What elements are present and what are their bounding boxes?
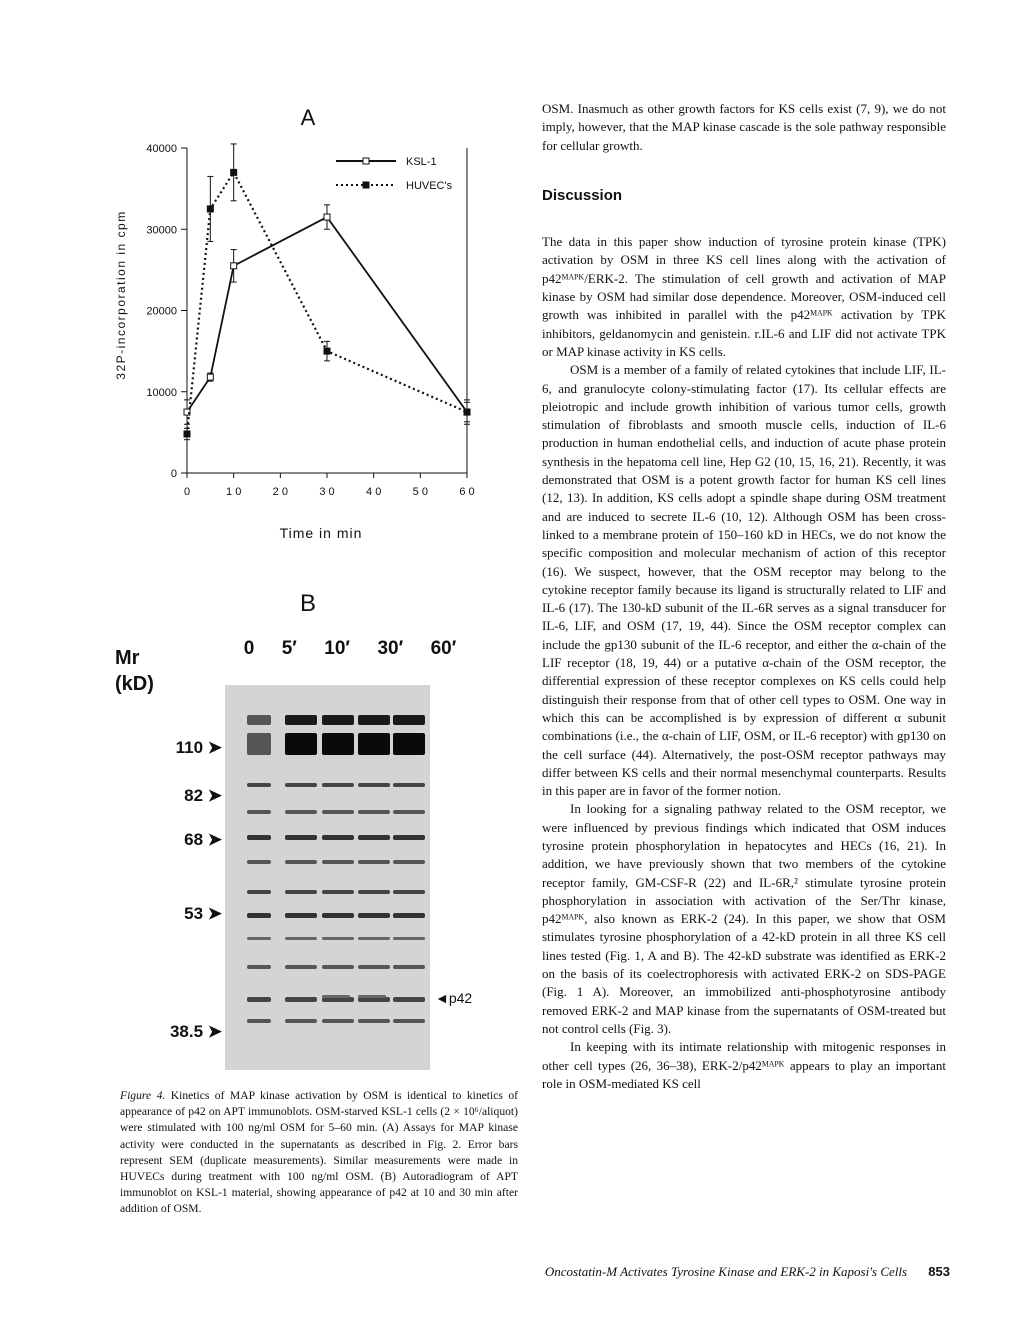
blot-band [393,860,425,864]
paragraph: OSM is a member of a family of related cytokines that include LIF, IL-6, and granulocyte colony-stimulating factor (17). Its cellular effects are pleiotropic and include growth inhibition of various tumor cells, growth stimulation of fibroblasts and smooth muscle cells, induction of IL-6 production in human endothelial cells, and induction of acute phase protein synthesis in the hepatoma cell line, Hep G2 (10, 15, 16, 21). Recently, it was demonstrated that OSM is a potent growth factor for human KS cell lines (12, 13). In addition, KS cells adopt a spindle shape during OSM treatment and are induced to secrete IL-6 (10, 12). Although OSM has been cross-linked to a membrane protein of 150–160 kD in HECs, we do not know the specific composition and molecular mechanism of action of this receptor (16). We suspect, however, that the OSM receptor may belong to the cytokine receptor family because its ligand is structurally related to LIF and IL-6 (17). The 130-kD subunit of the IL-6R serves as a signal transducer for IL-6, LIF, and OSM (17, 19, 44). Since the OSM receptor complex can include the gp130 subunit of the IL-6 receptor, and either the α-chain of the LIF receptor (18, 19, 44) or a putative α-chain of the OSM receptor, the differential expression of these receptor complexes on KS cells could help distinguish their response from that of other cell types to OSM. One way in which this can be accomplished is by expression of different α subunit combinations (i.e., the α-chain of LIF, OSM, or IL-6 receptor) with gp130 on the cell surface (44). Alternatively, the post-OSM receptor pathways may differ between KS cells and their normal mesenchymal counterparts. Results in this paper are in favor of the former notion. [542,362,946,799]
page-number: 853 [928,1264,950,1279]
blot-band [285,715,317,725]
page-footer [480,1264,950,1280]
blot-band [393,810,425,814]
marker-68: 68 ➤ [184,830,222,849]
lane-label: 5′ [281,638,297,659]
blot-band [393,1019,425,1023]
p42-band [358,995,386,998]
y-tick-label: 10000 [146,386,177,399]
data-point [184,409,190,415]
blot-band [322,1019,354,1023]
legend-marker [363,182,369,188]
blot-band [285,810,317,814]
blot-band [247,715,271,725]
blot-band [358,733,390,755]
data-point [324,348,330,354]
blot-band [285,860,317,864]
blot-band [285,965,317,969]
blot-band [358,937,390,940]
blot-band [393,715,425,725]
blot-band [358,1019,390,1023]
molecular-weight-label [115,645,154,697]
autoradiogram-image [225,685,430,1070]
blot-band [358,835,390,840]
blot-band [322,890,354,894]
blot-band [358,913,390,918]
x-tick-label: 2 0 [272,486,288,498]
x-tick-label: 1 0 [226,486,242,498]
lane-label: 10′ [324,638,350,659]
blot-band [358,890,390,894]
y-axis-label: 32P-incorporation in cpm [114,210,128,380]
marker-53: 53 ➤ [184,904,222,923]
blot-band [247,937,271,940]
series-line-ksl-1 [187,217,467,412]
blot-band [322,715,354,725]
x-tick-label: 6 0 [459,486,475,498]
marker-82: 82 ➤ [184,786,222,805]
blot-band [247,835,271,840]
blot-band [285,937,317,940]
lane-labels [230,638,470,660]
blot-band [322,937,354,940]
blot-band [358,810,390,814]
marker-38-5: 38.5 ➤ [169,1022,222,1041]
x-tick-label: 0 [183,486,191,498]
blot-band [247,783,271,787]
x-axis-label: Time in min [279,525,363,541]
blot-band [322,810,354,814]
y-tick-label: 40000 [146,143,177,155]
blot-band [358,860,390,864]
blot-band [247,965,271,969]
paragraph: In keeping with its intimate relationship with mitogenic responses in other cell types (26, 36–38), ERK-2/p42ᴹᴬᴾᴷ appears to play an important role in OSM-mediated KS cell [542,1039,946,1091]
blot-band [247,733,271,755]
data-point [464,409,470,415]
p42-band [322,995,350,998]
lane-label: 0 [243,638,255,659]
blot-band [322,860,354,864]
blot-band [285,835,317,840]
blot-band [247,997,271,1002]
blot-band [322,733,354,755]
figure-b-blot [110,590,510,1080]
caption-label: Figure 4. [120,1089,166,1102]
blot-band [322,913,354,918]
blot-band [393,783,425,787]
blot-band [247,860,271,864]
blot-band [393,890,425,894]
blot-band [247,1019,271,1023]
blot-band [285,890,317,894]
data-point [231,169,237,175]
mr-label: Mr [115,647,140,669]
blot-band [285,997,317,1002]
blot-band [285,1019,317,1023]
blot-band [322,965,354,969]
blot-band [393,997,425,1002]
blot-band [322,783,354,787]
data-point [184,431,190,437]
y-tick-label: 0 [170,468,177,480]
data-point [324,214,330,220]
p42-arrow-label: ◄p42 [435,990,473,1006]
intro-paragraph: OSM. Inasmuch as other growth factors for KS cells exist (7, 9), we do not imply, however, that the MAP kinase cascade is the sole pathway responsible for cellular growth. [542,101,946,153]
blot-band [393,965,425,969]
blot-band [393,937,425,940]
right-column [542,100,946,1093]
blot-band [358,965,390,969]
legend-marker [363,158,369,164]
legend-label: HUVEC's [406,180,453,192]
blot-band [322,835,354,840]
caption-text: Kinetics of MAP kinase activation by OSM is identical to kinetics of appearance of p42 on APT immunoblots. OSM-starved KSL-1 cells (2 × 10⁶/aliquot) were stimulated with 100 ng/ml OSM for 5–60 min. (A) Assays for MAP kinase activity were conducted in the supernatants as described in Fig. 2. Error bars represent SEM (duplicate measurements). Similar measurements were made in HUVECs during treatment with 100 ng/ml OSM. (B) Autoradiogram of APT immunoblot on KSL-1 material, showing appearance of p42 at 10 and 30 min after addition of OSM. [120,1089,518,1216]
data-point [207,374,213,380]
blot-band [358,715,390,725]
figure-caption [120,1088,518,1218]
paragraph: The data in this paper show induction of tyrosine protein kinase (TPK) activation by OSM in three KS cell lines along with the activation of p42ᴹᴬᴾᴷ/ERK-2. The stimulation of cell growth and activation of MAP kinase by OSM had similar dose dependence. Moreover, OSM-induced cell growth was inhibited in parallel with the p42ᴹᴬᴾᴷ activation by TPK inhibitors, geldanomycin and genistein. r.IL-6 and LIF did not activate TPK or MAP kinase activity in KS cells. [542,234,946,359]
blot-band [285,783,317,787]
chart-legend [336,156,453,192]
panel-b-label: B [300,590,317,617]
y-tick-label: 20000 [146,305,177,318]
discussion-heading: Discussion [542,186,623,204]
y-tick-label: 30000 [146,224,177,237]
blot-band [393,733,425,755]
figure-a-chart [100,95,500,555]
data-point [231,263,237,269]
blot-band [285,913,317,918]
blot-band [393,913,425,918]
kd-label: (kD) [115,673,154,695]
blot-band [285,733,317,755]
blot-band [247,890,271,894]
x-tick-label: 5 0 [412,486,428,498]
marker-110: 110 ➤ [175,738,222,757]
x-tick-label: 4 0 [366,486,382,498]
x-tick-label: 3 0 [319,486,335,498]
data-point [207,206,213,212]
lane-label: 30′ [377,638,404,659]
panel-a-label: A [300,105,316,130]
running-title: Oncostatin-M Activates Tyrosine Kinase and ERK-2 in Kaposi's Cells [544,1264,908,1279]
blot-band [358,783,390,787]
paragraph: In looking for a signaling pathway related to the OSM receptor, we were influenced by previous findings which indicated that OSM induces tyrosine protein phosphorylation in hepatocytes and HECs (16, 21). In addition, we have previously shown that two members of the cytokine receptor family, GM-CSF-R (22) and IL-6R,² stimulate tyrosine protein phosphorylation in association with activation of the Ser/Thr kinase, p42ᴹᴬᴾᴷ, also known as ERK-2 (24). In this paper, we show that OSM stimulates tyrosine phosphorylation of a 42-kD protein in all three KS cell lines tested (Fig. 1, A and B). The 42-kD substrate was identified as ERK-2 on the basis of its coelectrophoresis with activated ERK-2 on SDS-PAGE (Fig. 1 A). Moreover, an immobilized anti-phosphotyrosine antibody removed ERK-2 and MAP kinase from the supernatants of OSM-treated but not control cells (Fig. 3). [542,801,946,1036]
blot-band [393,835,425,840]
blot-band [247,913,271,918]
legend-label: KSL-1 [406,156,437,168]
lane-label: 60′ [430,638,457,659]
blot-band [247,810,271,814]
